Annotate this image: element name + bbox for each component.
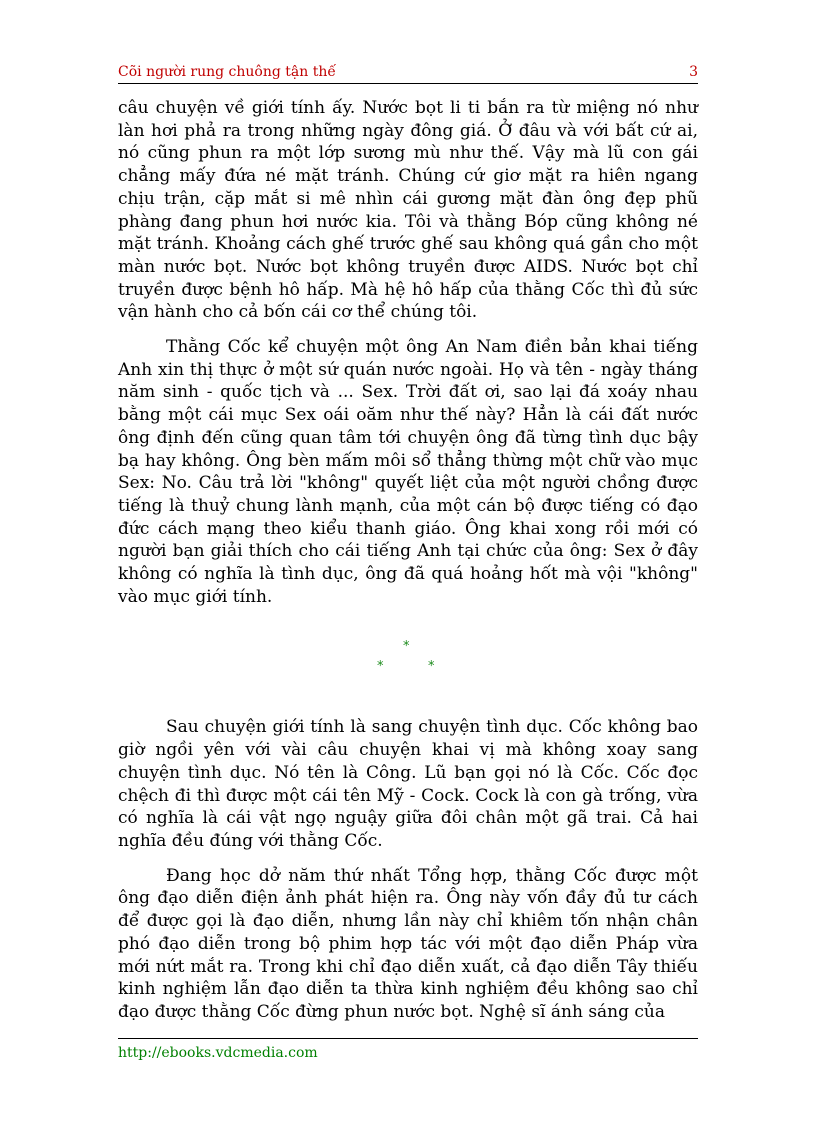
paragraph: Thằng Cốc kể chuyện một ông An Nam điền bản khai tiếng Anh xin thị thực ở một sứ quán nước ngoài. Họ và tên - ngày tháng năm sinh - quốc tịch và ... Sex. Trời đất ơi, sao lại đá xoáy nhau bằng một cái mục Sex oái oăm như thế này? Hẳn là cái đất nước ông định đến cũng quan tâm tới chuyện ông đã từng tình dục bậy bạ hay không. Ông bèn mấm môi sổ thẳng thừng một chữ vào mục Sex: No. Câu trả lời "không" quyết liệt của một người chồng được tiếng là thuỷ chung lành mạnh, của một cán bộ được tiếng có đạo đức cách mạng theo kiểu thanh giáo. Ông khai xong rồi mới có người bạn giải thích cho cái tiếng Anh tại chức của ông: Sex ở đây không có nghĩa là tình dục, ông đã quá hoảng hốt mà vội "không" vào mục giới tính. [118, 337, 698, 607]
book-title: Cõi người rung chuông tận thế [118, 64, 336, 80]
paragraph: Đang học dở năm thứ nhất Tổng hợp, thằng Cốc được một ông đạo diễn điện ảnh phát hiện ra. Ông này vốn đầy đủ tư cách để được gọi là đạo diễn, nhưng lần này chỉ khiêm tốn nhận chân phó đạo diễn trong bộ phim hợp tác với một đạo diễn Pháp vừa mới nứt mắt ra. Trong khi chỉ đạo diễn xuất, cả đạo diễn Tây thiếu kinh nghiệm lẫn đạo diễn ta thừa kinh nghiệm đều không sao chỉ đạo được thằng Cốc đừng phun nước bọt. Nghệ sĩ ánh sáng của [118, 865, 698, 1022]
paragraph: câu chuyện về giới tính ấy. Nước bọt li ti bắn ra từ miệng nó như làn hơi phả ra trong những ngày đông giá. Ở đâu và với bất cứ ai, nó cũng phun ra một lớp sương mù như thế. Vậy mà lũ con gái chẳng mấy đứa né mặt tránh. Chúng cứ giơ mặt ra hiên ngang chịu trận, cặp mắt si mê nhìn cái gương mặt đàn ông đẹp phũ phàng đang phun hơi nước kia. Tôi và thằng Bóp cũng không né mặt tránh. Khoảng cách ghế trước ghế sau không quá gần cho một màn nước bọt. Nước bọt không truyền được AIDS. Nước bọt chỉ truyền được bệnh hô hấp. Mà hệ hô hấp của thằng Cốc thì đủ sức vận hành cho cả bốn cái cơ thể chúng tôi. [118, 98, 698, 323]
header-divider [118, 83, 698, 84]
footer-link[interactable]: http://ebooks.vdcmedia.com [118, 1045, 318, 1061]
section-separator [118, 636, 698, 698]
page-header [118, 64, 698, 84]
footer-divider [118, 1038, 698, 1039]
body-text [118, 97, 698, 1036]
separator-star: * [403, 639, 410, 655]
separator-star: * [377, 659, 384, 675]
paragraph: Sau chuyện giới tính là sang chuyện tình dục. Cốc không bao giờ ngồi yên với vài câu chuyện khai vị mà không xoay sang chuyện tình dục. Nó tên là Công. Lũ bạn gọi nó là Cốc. Cốc đọc chệch đi thì được một cái tên Mỹ - Cock. Cock là con gà trống, vừa có nghĩa là cái vật ngọ nguậy giữa đôi chân một gã trai. Cả hai nghĩa đều đúng với thằng Cốc. [118, 717, 698, 851]
separator-star: * [428, 659, 435, 675]
page-number: 3 [689, 64, 698, 80]
